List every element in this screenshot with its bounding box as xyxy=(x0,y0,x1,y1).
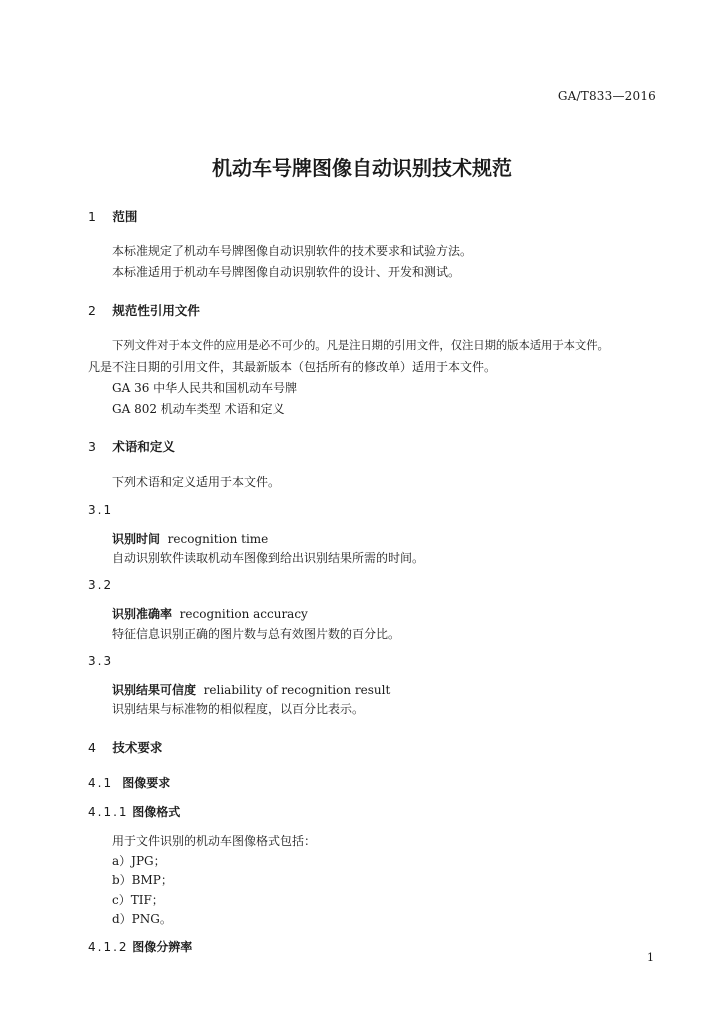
paragraph: 本标准适用于机动车号牌图像自动识别软件的设计、开发和测试。 xyxy=(112,265,461,279)
standard-number: GA/T833—2016 xyxy=(557,89,656,103)
term-en: recognition accuracy xyxy=(179,607,308,621)
term-en: reliability of recognition result xyxy=(203,683,391,697)
term-zh: 识别时间 xyxy=(112,532,161,546)
paragraph: 下列文件对于本文件的应用是必不可少的。凡是注日期的引用文件，仅注日期的版本适用于本文件。 xyxy=(112,338,609,352)
term-definition: 自动识别软件读取机动车图像到给出识别结果所需的时间。 xyxy=(112,551,425,565)
list-item: d）PNG。 xyxy=(112,912,172,926)
page-number: 1 xyxy=(647,951,654,964)
paragraph: 本标准规定了机动车号牌图像自动识别软件的技术要求和试验方法。 xyxy=(112,244,473,258)
paragraph: 凡是不注日期的引用文件，其最新版本（包括所有的修改单）适用于本文件。 xyxy=(88,360,497,374)
subsection-4-1-1-heading: 4.1.1 图像格式 xyxy=(88,805,181,819)
list-item: c）TIF； xyxy=(112,893,164,907)
section-title: 技术要求 xyxy=(112,740,163,755)
term-number: 3.2 xyxy=(88,578,114,592)
term-zh: 识别结果可信度 xyxy=(112,683,197,697)
section-4-heading xyxy=(88,738,162,756)
term-definition: 识别结果与标准物的相似程度，以百分比表示。 xyxy=(112,702,365,716)
section-number: 2 xyxy=(88,303,96,318)
subsection-4-1-heading: 4.1 图像要求 xyxy=(88,776,171,790)
document-title: 机动车号牌图像自动识别技术规范 xyxy=(212,156,512,180)
term-number: 3.3 xyxy=(88,654,114,668)
section-2-heading xyxy=(88,301,200,319)
section-number: 3 xyxy=(88,439,96,454)
list-item: a）JPG； xyxy=(112,854,166,868)
reference-item: GA 36 中华人民共和国机动车号牌 xyxy=(112,381,298,395)
subsection-title: 图像格式 xyxy=(132,805,181,819)
reference-item: GA 802 机动车类型 术语和定义 xyxy=(112,402,285,416)
term-definition: 特征信息识别正确的图片数与总有效图片数的百分比。 xyxy=(112,627,401,641)
subsection-title: 图像要求 xyxy=(122,776,171,790)
term-zh: 识别准确率 xyxy=(112,607,173,621)
paragraph: 用于文件识别的机动车图像格式包括： xyxy=(112,834,317,848)
section-number: 4 xyxy=(88,740,96,755)
paragraph: 下列术语和定义适用于本文件。 xyxy=(112,475,281,489)
section-3-heading xyxy=(88,437,175,455)
section-title: 规范性引用文件 xyxy=(112,303,200,318)
section-number: 1 xyxy=(88,209,96,224)
term-heading xyxy=(112,530,268,547)
section-1-heading xyxy=(88,207,137,225)
subsection-title: 图像分辨率 xyxy=(132,940,193,954)
list-item: b）BMP； xyxy=(112,873,173,887)
section-title: 范围 xyxy=(112,209,138,224)
term-en: recognition time xyxy=(167,532,269,546)
term-heading xyxy=(112,605,308,622)
term-number: 3.1 xyxy=(88,503,114,517)
term-heading xyxy=(112,681,390,698)
subsection-4-1-2-heading: 4.1.2 图像分辨率 xyxy=(88,940,193,954)
section-title: 术语和定义 xyxy=(112,439,175,454)
